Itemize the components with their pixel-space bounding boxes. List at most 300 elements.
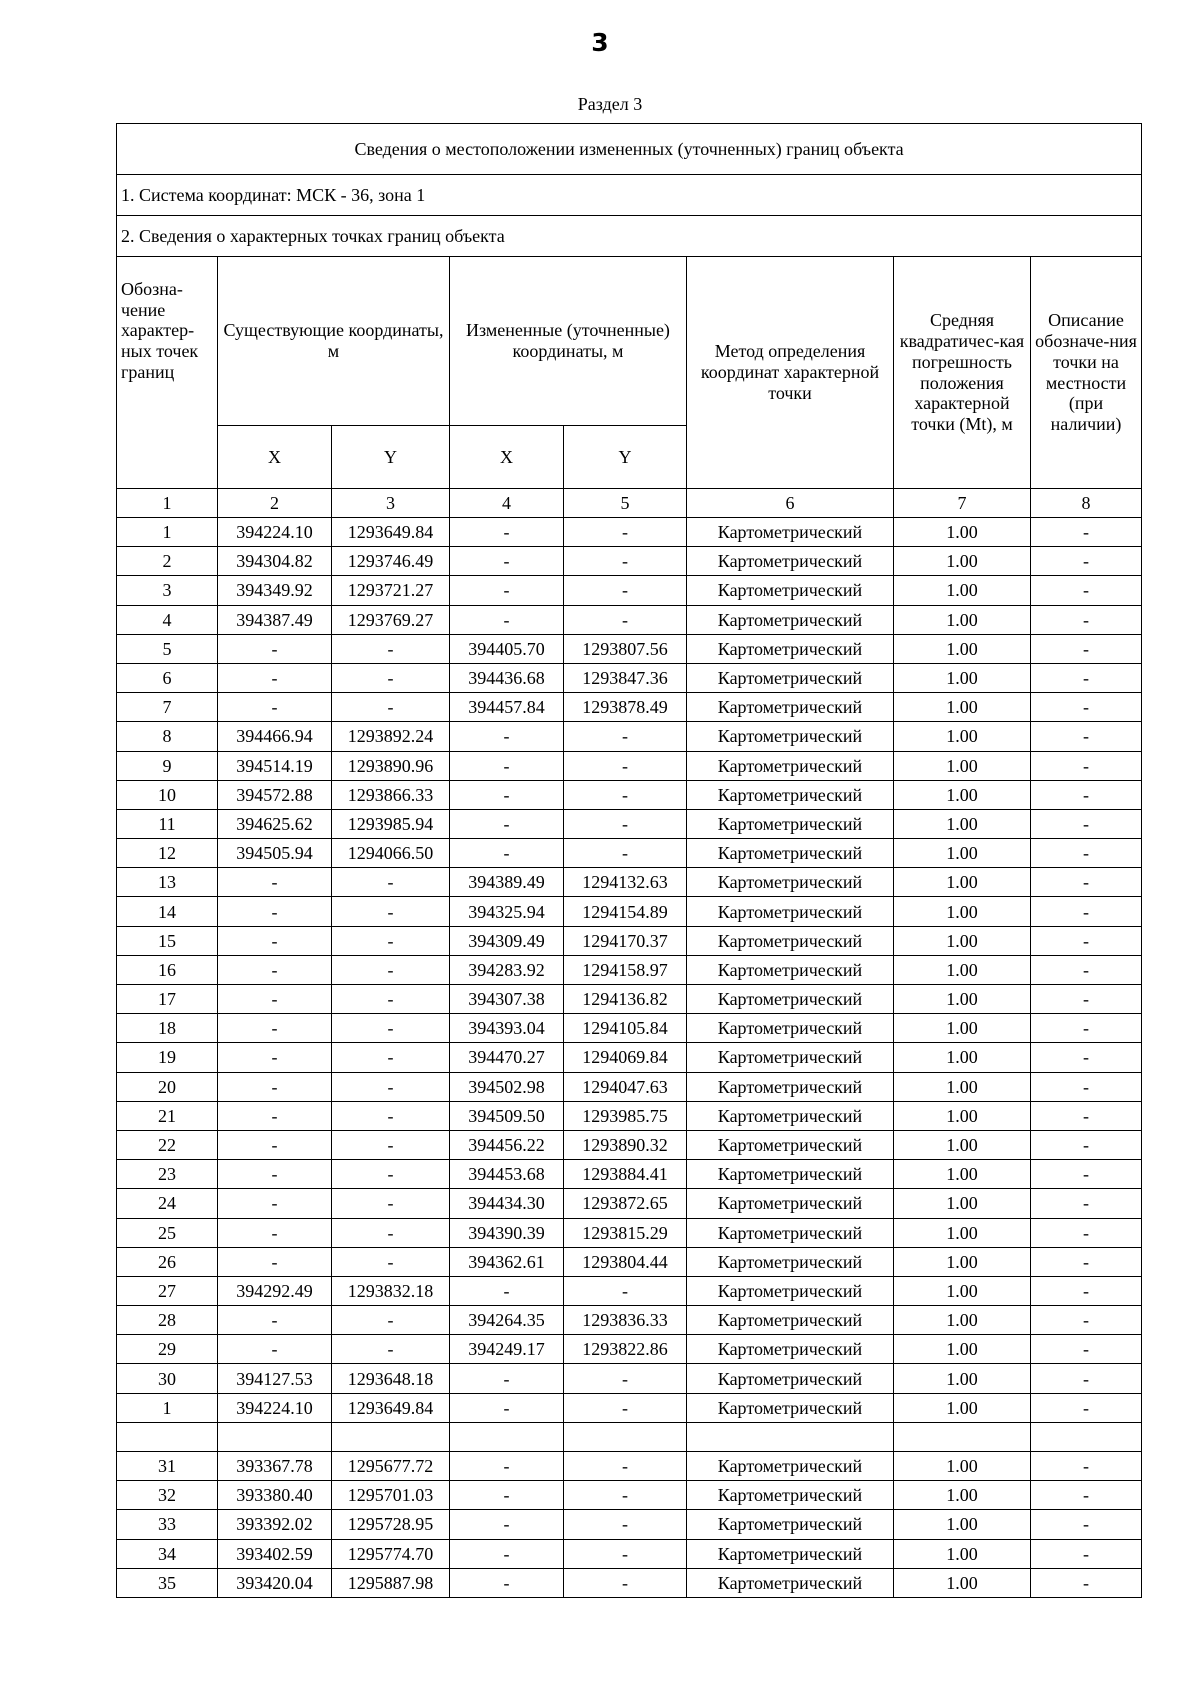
cell-changed-y: 1294105.84 — [564, 1014, 687, 1043]
table-row — [117, 1393, 1142, 1422]
table-row — [117, 1568, 1142, 1597]
cell-error-mt: 1.00 — [894, 1568, 1031, 1597]
cell-changed-x: - — [450, 780, 564, 809]
cell-changed-x: 394405.70 — [450, 634, 564, 663]
cell-description: - — [1031, 809, 1142, 838]
cell-changed-y: - — [564, 576, 687, 605]
cell-existing-y: - — [332, 1218, 450, 1247]
cell-changed-y: - — [564, 809, 687, 838]
cell-existing-x: 394224.10 — [218, 518, 332, 547]
cell-changed-y: - — [564, 1393, 687, 1422]
cell-existing-y: - — [332, 1306, 450, 1335]
cell-existing-x: - — [218, 1189, 332, 1218]
cell-existing-y: - — [332, 1335, 450, 1364]
table-row — [117, 1218, 1142, 1247]
cell-method: Картометрический — [687, 518, 894, 547]
cell-changed-x: - — [450, 605, 564, 634]
cell-changed-x: 394389.49 — [450, 868, 564, 897]
cell-existing-x: 394224.10 — [218, 1393, 332, 1422]
table-title: Сведения о местоположении измененных (уточненных) границ объекта — [117, 124, 1142, 175]
cell-point-id: 1 — [117, 1393, 218, 1422]
cell-existing-y: - — [332, 663, 450, 692]
cell-existing-y: - — [332, 1043, 450, 1072]
column-number: 8 — [1031, 489, 1142, 518]
cell-changed-y: 1293807.56 — [564, 634, 687, 663]
cell-description: - — [1031, 1101, 1142, 1130]
cell-description: - — [1031, 1306, 1142, 1335]
cell-description: - — [1031, 1335, 1142, 1364]
cell-description: - — [1031, 751, 1142, 780]
header-method: Метод определения координат характерной точки — [687, 257, 894, 489]
cell-existing-y: 1293746.49 — [332, 547, 450, 576]
cell-existing-y: 1295701.03 — [332, 1481, 450, 1510]
cell-method: Картометрический — [687, 576, 894, 605]
cell-method: Картометрический — [687, 1335, 894, 1364]
cell-changed-y: 1294170.37 — [564, 926, 687, 955]
cell-error-mt: 1.00 — [894, 780, 1031, 809]
column-number: 2 — [218, 489, 332, 518]
cell-description: - — [1031, 722, 1142, 751]
cell-point-id: 30 — [117, 1364, 218, 1393]
cell-error-mt: 1.00 — [894, 1393, 1031, 1422]
table-row — [117, 839, 1142, 868]
cell-description: - — [1031, 1481, 1142, 1510]
cell-existing-x: - — [218, 1130, 332, 1159]
cell-changed-x: 394309.49 — [450, 926, 564, 955]
cell-changed-y: - — [564, 518, 687, 547]
table-row — [117, 1306, 1142, 1335]
cell-method: Картометрический — [687, 1364, 894, 1393]
header-existing-y: Y — [332, 426, 450, 489]
table-row — [117, 693, 1142, 722]
cell-point-id: 14 — [117, 897, 218, 926]
table-body — [117, 124, 1142, 1598]
cell-point-id: 18 — [117, 1014, 218, 1043]
cell-existing-x: - — [218, 1160, 332, 1189]
table-row — [117, 1130, 1142, 1159]
cell-description: - — [1031, 1043, 1142, 1072]
cell-changed-y: - — [564, 1568, 687, 1597]
cell-point-id: 13 — [117, 868, 218, 897]
table-row — [117, 926, 1142, 955]
cell-existing-x: - — [218, 955, 332, 984]
cell-point-id: 17 — [117, 985, 218, 1014]
table-row — [117, 547, 1142, 576]
cell-existing-x: 393402.59 — [218, 1539, 332, 1568]
table-row — [117, 1189, 1142, 1218]
cell-description: - — [1031, 1452, 1142, 1481]
table-row — [117, 868, 1142, 897]
cell-existing-x: - — [218, 1043, 332, 1072]
cell-point-id: 8 — [117, 722, 218, 751]
column-number: 5 — [564, 489, 687, 518]
cell-method: Картометрический — [687, 839, 894, 868]
cell-existing-y: 1293769.27 — [332, 605, 450, 634]
cell-changed-y: - — [564, 1364, 687, 1393]
cell-description: - — [1031, 1072, 1142, 1101]
cell-method: Картометрический — [687, 1568, 894, 1597]
table-row — [117, 1014, 1142, 1043]
cell-error-mt: 1.00 — [894, 1539, 1031, 1568]
cell-existing-y — [332, 1422, 450, 1451]
table-row — [117, 1072, 1142, 1101]
cell-existing-y: 1293649.84 — [332, 518, 450, 547]
cell-method: Картометрический — [687, 1452, 894, 1481]
column-number: 6 — [687, 489, 894, 518]
cell-changed-y: 1293847.36 — [564, 663, 687, 692]
cell-changed-y: - — [564, 722, 687, 751]
cell-changed-y: - — [564, 1452, 687, 1481]
cell-description: - — [1031, 576, 1142, 605]
cell-point-id: 31 — [117, 1452, 218, 1481]
cell-existing-y: 1293721.27 — [332, 576, 450, 605]
cell-point-id — [117, 1422, 218, 1451]
cell-error-mt: 1.00 — [894, 576, 1031, 605]
cell-description: - — [1031, 1130, 1142, 1159]
cell-error-mt: 1.00 — [894, 751, 1031, 780]
cell-existing-y: - — [332, 634, 450, 663]
cell-existing-x: 393380.40 — [218, 1481, 332, 1510]
cell-changed-x: 394283.92 — [450, 955, 564, 984]
table-row — [117, 1160, 1142, 1189]
cell-existing-y: - — [332, 1101, 450, 1130]
cell-method: Картометрический — [687, 1276, 894, 1305]
cell-error-mt: 1.00 — [894, 605, 1031, 634]
cell-error-mt: 1.00 — [894, 1160, 1031, 1189]
header-existing-coords: Существующие координаты, м — [218, 257, 450, 426]
cell-point-id: 23 — [117, 1160, 218, 1189]
cell-method: Картометрический — [687, 1218, 894, 1247]
cell-method: Картометрический — [687, 1189, 894, 1218]
cell-changed-y: - — [564, 780, 687, 809]
cell-changed-x: 394457.84 — [450, 693, 564, 722]
cell-changed-y: 1293985.75 — [564, 1101, 687, 1130]
cell-existing-x: 394572.88 — [218, 780, 332, 809]
cell-existing-y: - — [332, 955, 450, 984]
cell-error-mt: 1.00 — [894, 693, 1031, 722]
cell-changed-y: - — [564, 1510, 687, 1539]
table-row — [117, 1043, 1142, 1072]
table-row — [117, 576, 1142, 605]
cell-existing-x: - — [218, 1218, 332, 1247]
cell-method: Картометрический — [687, 1247, 894, 1276]
cell-description: - — [1031, 1568, 1142, 1597]
cell-point-id: 4 — [117, 605, 218, 634]
section-label: Раздел 3 — [577, 94, 643, 114]
cell-description: - — [1031, 1014, 1142, 1043]
cell-changed-y — [564, 1422, 687, 1451]
cell-point-id: 35 — [117, 1568, 218, 1597]
cell-existing-y: - — [332, 693, 450, 722]
cell-existing-y: - — [332, 1247, 450, 1276]
cell-description: - — [1031, 1247, 1142, 1276]
table-row — [117, 809, 1142, 838]
cell-changed-y: - — [564, 1276, 687, 1305]
cell-description: - — [1031, 839, 1142, 868]
cell-existing-y: - — [332, 1072, 450, 1101]
cell-changed-y: - — [564, 605, 687, 634]
cell-point-id: 1 — [117, 518, 218, 547]
cell-changed-x: 394434.30 — [450, 1189, 564, 1218]
cell-point-id: 19 — [117, 1043, 218, 1072]
cell-error-mt: 1.00 — [894, 1130, 1031, 1159]
cell-existing-y: - — [332, 897, 450, 926]
cell-method: Картометрический — [687, 809, 894, 838]
cell-changed-y: 1293815.29 — [564, 1218, 687, 1247]
cell-changed-y: 1294154.89 — [564, 897, 687, 926]
table-row — [117, 1539, 1142, 1568]
cell-method: Картометрический — [687, 1160, 894, 1189]
cell-existing-y: 1293832.18 — [332, 1276, 450, 1305]
cell-error-mt: 1.00 — [894, 1218, 1031, 1247]
cell-changed-y: - — [564, 1539, 687, 1568]
cell-existing-x: - — [218, 868, 332, 897]
boundary-table — [116, 123, 1142, 1598]
cell-changed-x: - — [450, 1276, 564, 1305]
cell-changed-x: - — [450, 1481, 564, 1510]
cell-existing-x: - — [218, 663, 332, 692]
cell-changed-x: 394307.38 — [450, 985, 564, 1014]
cell-changed-x: 394470.27 — [450, 1043, 564, 1072]
cell-existing-y: - — [332, 926, 450, 955]
cell-existing-y: 1293890.96 — [332, 751, 450, 780]
cell-existing-x: - — [218, 1072, 332, 1101]
cell-changed-y: 1293836.33 — [564, 1306, 687, 1335]
cell-changed-y: 1293872.65 — [564, 1189, 687, 1218]
cell-changed-x: - — [450, 751, 564, 780]
column-number: 1 — [117, 489, 218, 518]
header-changed-coords: Измененные (уточненные) координаты, м — [450, 257, 687, 426]
table-row — [117, 605, 1142, 634]
cell-error-mt: 1.00 — [894, 1481, 1031, 1510]
cell-changed-x: 394502.98 — [450, 1072, 564, 1101]
table-row — [117, 722, 1142, 751]
cell-changed-x: - — [450, 722, 564, 751]
cell-description: - — [1031, 1364, 1142, 1393]
cell-error-mt: 1.00 — [894, 1014, 1031, 1043]
cell-error-mt: 1.00 — [894, 955, 1031, 984]
cell-method: Картометрический — [687, 1130, 894, 1159]
cell-changed-x — [450, 1422, 564, 1451]
cell-method: Картометрический — [687, 897, 894, 926]
cell-description — [1031, 1422, 1142, 1451]
cell-point-id: 28 — [117, 1306, 218, 1335]
cell-changed-x: - — [450, 576, 564, 605]
cell-description: - — [1031, 518, 1142, 547]
table-row — [117, 1452, 1142, 1481]
cell-changed-x: 394249.17 — [450, 1335, 564, 1364]
table-row — [117, 780, 1142, 809]
cell-method: Картометрический — [687, 663, 894, 692]
cell-existing-y: - — [332, 1160, 450, 1189]
cell-changed-x: - — [450, 518, 564, 547]
cell-existing-x: - — [218, 693, 332, 722]
table-row — [117, 1335, 1142, 1364]
cell-changed-x: 394393.04 — [450, 1014, 564, 1043]
table-row — [117, 1364, 1142, 1393]
cell-point-id: 9 — [117, 751, 218, 780]
cell-point-id: 16 — [117, 955, 218, 984]
cell-changed-y: 1293804.44 — [564, 1247, 687, 1276]
cell-description: - — [1031, 985, 1142, 1014]
cell-existing-x: 394625.62 — [218, 809, 332, 838]
cell-existing-y: 1295677.72 — [332, 1452, 450, 1481]
cell-existing-x: - — [218, 926, 332, 955]
cell-error-mt: 1.00 — [894, 868, 1031, 897]
cell-description: - — [1031, 955, 1142, 984]
cell-method: Картометрический — [687, 693, 894, 722]
cell-method: Картометрический — [687, 1014, 894, 1043]
table-row — [117, 634, 1142, 663]
table-row-separator — [117, 1422, 1142, 1451]
cell-description: - — [1031, 605, 1142, 634]
cell-changed-y: 1294132.63 — [564, 868, 687, 897]
cell-existing-x: - — [218, 1101, 332, 1130]
cell-existing-y: - — [332, 1014, 450, 1043]
cell-existing-x: 393392.02 — [218, 1510, 332, 1539]
cell-changed-y: - — [564, 751, 687, 780]
header-point-designation: Обозна-чение характер-ных точек границ — [117, 257, 218, 489]
cell-existing-x: - — [218, 634, 332, 663]
cell-existing-y: - — [332, 1189, 450, 1218]
cell-point-id: 10 — [117, 780, 218, 809]
header-existing-x: X — [218, 426, 332, 489]
cell-description: - — [1031, 1189, 1142, 1218]
cell-existing-x: 394127.53 — [218, 1364, 332, 1393]
header-description: Описание обозначе-ния точки на местности (при наличии) — [1031, 257, 1142, 489]
cell-changed-x: 394509.50 — [450, 1101, 564, 1130]
table-row — [117, 955, 1142, 984]
cell-description: - — [1031, 547, 1142, 576]
cell-description: - — [1031, 1393, 1142, 1422]
cell-existing-x: 394466.94 — [218, 722, 332, 751]
cell-changed-x: 394325.94 — [450, 897, 564, 926]
cell-error-mt: 1.00 — [894, 1247, 1031, 1276]
cell-point-id: 21 — [117, 1101, 218, 1130]
table-row — [117, 1247, 1142, 1276]
header-changed-x: X — [450, 426, 564, 489]
cell-method — [687, 1422, 894, 1451]
cell-point-id: 33 — [117, 1510, 218, 1539]
cell-existing-x: 394514.19 — [218, 751, 332, 780]
cell-method: Картометрический — [687, 1510, 894, 1539]
table-row — [117, 1276, 1142, 1305]
cell-changed-y: 1294069.84 — [564, 1043, 687, 1072]
cell-method: Картометрический — [687, 1539, 894, 1568]
column-number: 7 — [894, 489, 1031, 518]
cell-error-mt: 1.00 — [894, 926, 1031, 955]
cell-description: - — [1031, 663, 1142, 692]
page-number: 3 — [591, 28, 609, 57]
cell-method: Картометрический — [687, 751, 894, 780]
cell-existing-x: - — [218, 1335, 332, 1364]
cell-point-id: 29 — [117, 1335, 218, 1364]
cell-error-mt: 1.00 — [894, 1101, 1031, 1130]
cell-point-id: 34 — [117, 1539, 218, 1568]
cell-method: Картометрический — [687, 547, 894, 576]
cell-method: Картометрический — [687, 1101, 894, 1130]
cell-existing-y: 1295774.70 — [332, 1539, 450, 1568]
cell-error-mt: 1.00 — [894, 1335, 1031, 1364]
cell-description: - — [1031, 634, 1142, 663]
coordinate-system: 1. Система координат: МСК - 36, зона 1 — [117, 175, 1142, 216]
cell-existing-y: 1293649.84 — [332, 1393, 450, 1422]
cell-existing-y: - — [332, 985, 450, 1014]
table-row — [117, 518, 1142, 547]
cell-existing-y: 1295887.98 — [332, 1568, 450, 1597]
cell-point-id: 25 — [117, 1218, 218, 1247]
cell-error-mt: 1.00 — [894, 1189, 1031, 1218]
cell-point-id: 11 — [117, 809, 218, 838]
cell-point-id: 2 — [117, 547, 218, 576]
cell-method: Картометрический — [687, 985, 894, 1014]
cell-point-id: 27 — [117, 1276, 218, 1305]
cell-description: - — [1031, 1276, 1142, 1305]
cell-changed-x: 394264.35 — [450, 1306, 564, 1335]
cell-changed-y: 1294158.97 — [564, 955, 687, 984]
cell-error-mt: 1.00 — [894, 634, 1031, 663]
cell-changed-y: 1293878.49 — [564, 693, 687, 722]
table-row — [117, 663, 1142, 692]
cell-error-mt: 1.00 — [894, 722, 1031, 751]
cell-changed-y: 1293890.32 — [564, 1130, 687, 1159]
cell-error-mt: 1.00 — [894, 809, 1031, 838]
cell-point-id: 32 — [117, 1481, 218, 1510]
cell-changed-y: 1293884.41 — [564, 1160, 687, 1189]
cell-changed-y: 1294136.82 — [564, 985, 687, 1014]
points-caption: 2. Сведения о характерных точках границ объекта — [117, 216, 1142, 257]
column-number: 4 — [450, 489, 564, 518]
cell-method: Картометрический — [687, 1043, 894, 1072]
cell-error-mt: 1.00 — [894, 547, 1031, 576]
cell-existing-x: 394505.94 — [218, 839, 332, 868]
header-changed-y: Y — [564, 426, 687, 489]
cell-existing-x: 393420.04 — [218, 1568, 332, 1597]
cell-changed-y: - — [564, 839, 687, 868]
cell-error-mt: 1.00 — [894, 518, 1031, 547]
cell-error-mt: 1.00 — [894, 1043, 1031, 1072]
cell-method: Картометрический — [687, 634, 894, 663]
cell-error-mt: 1.00 — [894, 897, 1031, 926]
cell-method: Картометрический — [687, 955, 894, 984]
cell-point-id: 12 — [117, 839, 218, 868]
header-error: Средняя квадратичес-кая погрешность положения характерной точки (Mt), м — [894, 257, 1031, 489]
cell-point-id: 15 — [117, 926, 218, 955]
cell-point-id: 6 — [117, 663, 218, 692]
cell-description: - — [1031, 868, 1142, 897]
cell-changed-x: 394456.22 — [450, 1130, 564, 1159]
cell-existing-y: - — [332, 868, 450, 897]
cell-changed-x: - — [450, 1568, 564, 1597]
cell-existing-x: - — [218, 1014, 332, 1043]
cell-description: - — [1031, 1218, 1142, 1247]
cell-changed-y: - — [564, 547, 687, 576]
cell-existing-x: - — [218, 897, 332, 926]
cell-changed-x: - — [450, 1393, 564, 1422]
cell-point-id: 22 — [117, 1130, 218, 1159]
table-row — [117, 1481, 1142, 1510]
cell-existing-y: 1293892.24 — [332, 722, 450, 751]
cell-method: Картометрический — [687, 1393, 894, 1422]
cell-error-mt: 1.00 — [894, 663, 1031, 692]
cell-changed-y: 1293822.86 — [564, 1335, 687, 1364]
cell-existing-x: 394304.82 — [218, 547, 332, 576]
cell-error-mt: 1.00 — [894, 839, 1031, 868]
cell-existing-x: 393367.78 — [218, 1452, 332, 1481]
cell-description: - — [1031, 693, 1142, 722]
table-row — [117, 751, 1142, 780]
cell-point-id: 3 — [117, 576, 218, 605]
